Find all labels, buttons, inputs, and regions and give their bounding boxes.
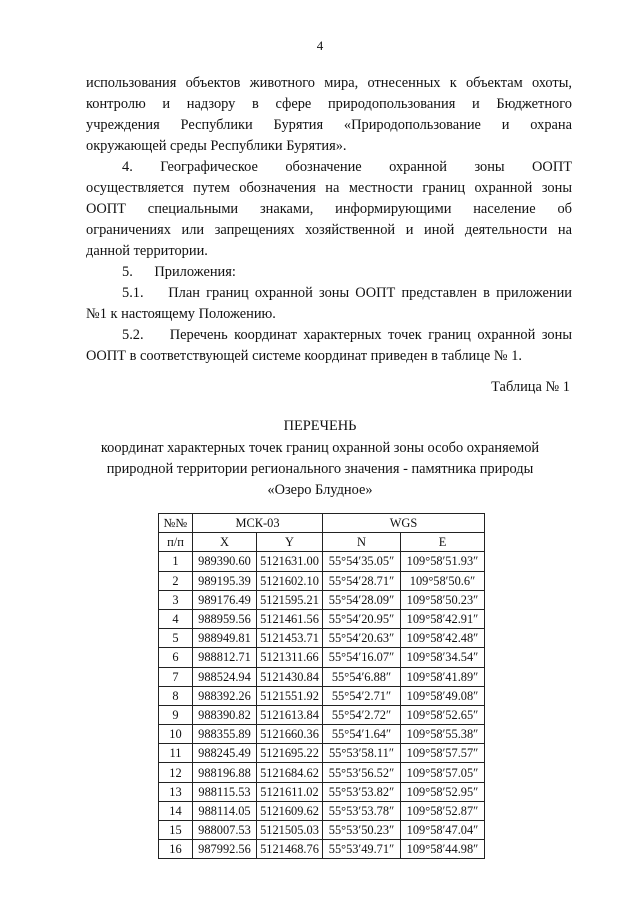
header-x: X <box>193 533 257 552</box>
cell-x: 988245.49 <box>193 744 257 763</box>
text-line: 5.1. План границ охранной зоны ООПТ представлен в приложении <box>122 285 572 301</box>
cell-e: 109°58′57.05″ <box>401 763 485 782</box>
cell-x: 988355.89 <box>193 725 257 744</box>
text-line: 5.2. Перечень координат характерных точек границ охранной зоны <box>122 327 572 343</box>
text-line: осуществляется путем обозначения на местности границ охранной зоны <box>86 180 572 196</box>
cell-e: 109°58′49.08″ <box>401 686 485 705</box>
table-row <box>159 840 485 859</box>
text-line: использования объектов животного мира, отнесенных к объектам охоты, <box>86 75 572 91</box>
cell-y: 5121430.84 <box>257 667 323 686</box>
cell-num: 6 <box>159 648 193 667</box>
subtitle-line: природной территории регионального значения - памятника природы <box>106 461 534 477</box>
cell-e: 109°58′52.95″ <box>401 782 485 801</box>
cell-x: 988812.71 <box>193 648 257 667</box>
table-row <box>159 686 485 705</box>
paragraph-5 <box>86 262 572 283</box>
cell-y: 5121660.36 <box>257 725 323 744</box>
cell-num: 1 <box>159 552 193 571</box>
cell-y: 5121505.03 <box>257 821 323 840</box>
cell-num: 13 <box>159 782 193 801</box>
cell-num: 16 <box>159 840 193 859</box>
cell-y: 5121468.76 <box>257 840 323 859</box>
cell-y: 5121311.66 <box>257 648 323 667</box>
cell-y: 5121684.62 <box>257 763 323 782</box>
table-row <box>159 744 485 763</box>
list-title: ПЕРЕЧЕНЬ <box>283 418 357 434</box>
cell-x: 987992.56 <box>193 840 257 859</box>
header-n: N <box>323 533 401 552</box>
table-row <box>159 667 485 686</box>
cell-n: 55°53′50.23″ <box>323 821 401 840</box>
cell-e: 109°58′47.04″ <box>401 821 485 840</box>
cell-num: 10 <box>159 725 193 744</box>
subtitle-line: «Озеро Блудное» <box>267 482 373 498</box>
cell-e: 109°58′41.89″ <box>401 667 485 686</box>
cell-n: 55°54′35.05″ <box>323 552 401 571</box>
table-row <box>159 629 485 648</box>
cell-num: 3 <box>159 590 193 609</box>
cell-n: 55°53′58.11″ <box>323 744 401 763</box>
cell-n: 55°54′20.95″ <box>323 609 401 628</box>
text-line: ООПТ в соответствующей системе координат приведен в таблице № 1. <box>86 348 523 364</box>
subtitle-line: координат характерных точек границ охранной зоны особо охраняемой <box>100 440 540 456</box>
cell-x: 988959.56 <box>193 609 257 628</box>
cell-num: 5 <box>159 629 193 648</box>
text-line: №1 к настоящему Положению. <box>86 306 276 322</box>
paragraph-continuation <box>86 73 572 157</box>
cell-x: 988007.53 <box>193 821 257 840</box>
page-number: 4 <box>316 38 324 53</box>
cell-n: 55°54′2.72″ <box>323 705 401 724</box>
table-row <box>159 801 485 820</box>
list-subtitle <box>0 438 640 501</box>
cell-n: 55°54′28.09″ <box>323 590 401 609</box>
cell-num: 15 <box>159 821 193 840</box>
table-row <box>159 648 485 667</box>
cell-e: 109°58′42.91″ <box>401 609 485 628</box>
cell-num: 8 <box>159 686 193 705</box>
cell-y: 5121611.02 <box>257 782 323 801</box>
text-line: 5. Приложения: <box>122 264 236 280</box>
cell-n: 55°53′49.71″ <box>323 840 401 859</box>
header-num: №№ <box>159 514 193 533</box>
cell-n: 55°53′53.78″ <box>323 801 401 820</box>
table-header-row <box>159 514 485 533</box>
cell-x: 989195.39 <box>193 571 257 590</box>
cell-x: 988949.81 <box>193 629 257 648</box>
cell-n: 55°54′2.71″ <box>323 686 401 705</box>
cell-num: 12 <box>159 763 193 782</box>
cell-n: 55°53′53.82″ <box>323 782 401 801</box>
table-reference: Таблица № 1 <box>491 379 570 395</box>
cell-n: 55°54′1.64″ <box>323 725 401 744</box>
cell-e: 109°58′52.87″ <box>401 801 485 820</box>
table-row <box>159 552 485 571</box>
cell-y: 5121595.21 <box>257 590 323 609</box>
cell-y: 5121602.10 <box>257 571 323 590</box>
cell-e: 109°58′50.6″ <box>401 571 485 590</box>
cell-num: 9 <box>159 705 193 724</box>
paragraph-5-2 <box>86 325 572 367</box>
header-wgs: WGS <box>323 514 485 533</box>
cell-e: 109°58′55.38″ <box>401 725 485 744</box>
cell-x: 988524.94 <box>193 667 257 686</box>
table-row <box>159 725 485 744</box>
cell-num: 2 <box>159 571 193 590</box>
cell-e: 109°58′51.93″ <box>401 552 485 571</box>
cell-x: 989176.49 <box>193 590 257 609</box>
cell-x: 988390.82 <box>193 705 257 724</box>
cell-x: 988196.88 <box>193 763 257 782</box>
cell-e: 109°58′50.23″ <box>401 590 485 609</box>
text-line: данной территории. <box>86 243 208 259</box>
cell-x: 988115.53 <box>193 782 257 801</box>
cell-n: 55°53′56.52″ <box>323 763 401 782</box>
cell-y: 5121631.00 <box>257 552 323 571</box>
cell-num: 11 <box>159 744 193 763</box>
cell-y: 5121613.84 <box>257 705 323 724</box>
cell-y: 5121551.92 <box>257 686 323 705</box>
cell-y: 5121609.62 <box>257 801 323 820</box>
coordinates-table <box>158 513 485 859</box>
cell-y: 5121695.22 <box>257 744 323 763</box>
cell-e: 109°58′42.48″ <box>401 629 485 648</box>
cell-y: 5121461.56 <box>257 609 323 628</box>
cell-y: 5121453.71 <box>257 629 323 648</box>
table-row <box>159 763 485 782</box>
table-row <box>159 782 485 801</box>
table-row <box>159 609 485 628</box>
cell-e: 109°58′52.65″ <box>401 705 485 724</box>
text-line: контролю и надзору в сфере природопользования и Бюджетного <box>86 96 572 112</box>
text-line: окружающей среды Республики Бурятия». <box>86 138 347 154</box>
header-e: E <box>401 533 485 552</box>
paragraph-5-1 <box>86 283 572 325</box>
cell-num: 7 <box>159 667 193 686</box>
paragraph-4 <box>86 157 572 262</box>
cell-e: 109°58′44.98″ <box>401 840 485 859</box>
cell-num: 4 <box>159 609 193 628</box>
text-line: ограничениях или запрещениях хозяйственной и иной деятельности на <box>86 222 572 238</box>
cell-num: 14 <box>159 801 193 820</box>
cell-n: 55°54′20.63″ <box>323 629 401 648</box>
header-y: Y <box>257 533 323 552</box>
cell-x: 988114.05 <box>193 801 257 820</box>
table-header-row <box>159 533 485 552</box>
table-row <box>159 590 485 609</box>
cell-n: 55°54′6.88″ <box>323 667 401 686</box>
text-line: 4. Географическое обозначение охранной зоны ООПТ <box>122 159 572 175</box>
table-row <box>159 571 485 590</box>
cell-x: 989390.60 <box>193 552 257 571</box>
header-msk: МСК-03 <box>193 514 323 533</box>
table-row <box>159 705 485 724</box>
header-num-2: п/п <box>159 533 193 552</box>
text-line: учреждения Республики Бурятия «Природопользование и охрана <box>86 117 572 133</box>
cell-n: 55°54′28.71″ <box>323 571 401 590</box>
cell-e: 109°58′34.54″ <box>401 648 485 667</box>
cell-n: 55°54′16.07″ <box>323 648 401 667</box>
cell-e: 109°58′57.57″ <box>401 744 485 763</box>
text-line: ООПТ специальными знаками, информирующими население об <box>86 201 572 217</box>
table-row <box>159 821 485 840</box>
cell-x: 988392.26 <box>193 686 257 705</box>
